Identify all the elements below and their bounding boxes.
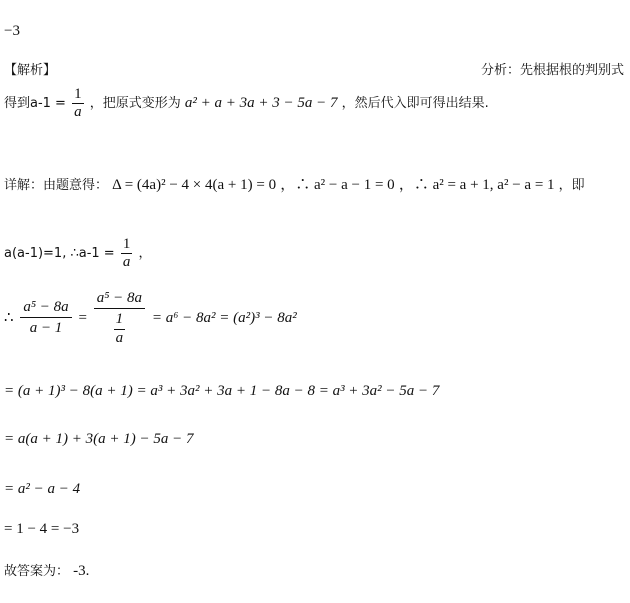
answer-line: −3 [4, 23, 20, 39]
solution-step5: = 1 − 4 = −3 [4, 521, 80, 537]
step1-f1-num: a⁵ − 8a [20, 297, 71, 318]
solution-step1 [4, 288, 297, 347]
solution-line2 [4, 236, 152, 271]
solution-line2-frac-den: a [122, 254, 131, 270]
step1-rest: = a⁶ − 8a² = (a²)³ − 8a² [151, 310, 297, 326]
solution-label: 详解：由题意得： [4, 178, 109, 193]
step1-f2-inner-num: 1 [114, 309, 126, 330]
step1-f2-num: a⁵ − 8a [94, 288, 145, 309]
analysis-line2 [4, 86, 489, 121]
solution-part2: ，∴ a² − a − 1 = 0 [280, 177, 395, 193]
analysis-frac-num: 1 [74, 86, 82, 102]
solution-part4: ，即 [558, 178, 585, 193]
analysis-line2-mid: ，把原式变形为 [89, 96, 181, 111]
solution-line2-prefix: a(a-1)=1, ∴a-1 = [4, 246, 115, 261]
step1-eq1: = [78, 310, 87, 326]
therefore-symbol: ∴ [4, 310, 14, 326]
step1-fraction-1 [20, 297, 71, 338]
step1-f2-inner-fraction [114, 309, 126, 347]
final-answer-line [4, 562, 89, 581]
solution-step2: = (a + 1)³ − 8(a + 1) = a³ + 3a² + 3a + 1 − 8a − 8 = a³ + 3a² − 5a − 7 [4, 383, 440, 399]
solution-step4: = a² − a − 4 [4, 481, 81, 497]
analysis-fraction [72, 86, 84, 121]
step1-f2-inner-den: a [115, 330, 124, 346]
analysis-frac-den: a [74, 104, 82, 120]
analysis-line2-expr: a² + a + 3a + 3 − 5a − 7 [184, 95, 338, 111]
solution-part3: ，∴ a² = a + 1, a² − a = 1 [398, 177, 555, 193]
final-answer-value: -3. [73, 563, 90, 579]
final-answer-label: 故答案为： [4, 564, 70, 579]
solution-line2-fraction [121, 236, 133, 271]
step1-f2-den [94, 309, 145, 347]
step1-f1-den: a − 1 [29, 320, 63, 336]
delta-expression: Δ = (4a)² − 4 × 4(a + 1) = 0 [112, 177, 277, 193]
step1-fraction-2 [94, 288, 145, 347]
analysis-line2-prefix: 得到a-1 = [4, 96, 66, 111]
analysis-header: 【解析】 [4, 63, 57, 78]
analysis-line2-suffix: ，然后代入即可得出结果. [341, 96, 489, 111]
analysis-intro: 分析：先根据根的判别式 [480, 63, 624, 78]
solution-step3: = a(a + 1) + 3(a + 1) − 5a − 7 [4, 431, 194, 447]
solution-line2-frac-num: 1 [122, 236, 131, 252]
solution-line2-suffix: ， [138, 246, 152, 261]
solution-line1 [4, 176, 585, 195]
